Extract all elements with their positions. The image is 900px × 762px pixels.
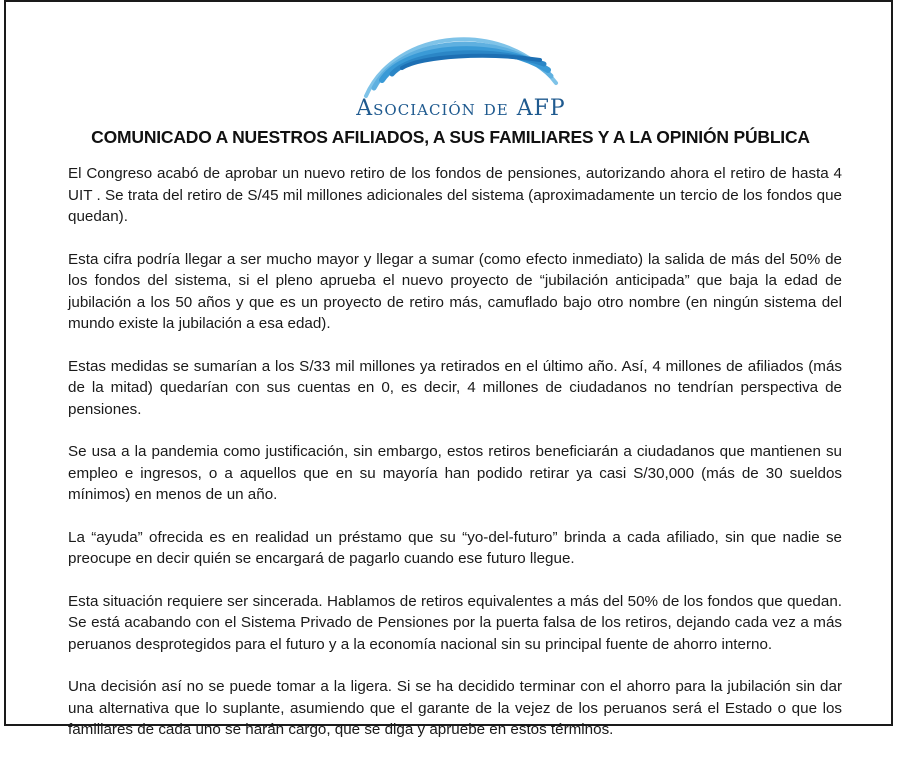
arc-logo-icon [356, 8, 566, 103]
paragraph: Estas medidas se sumarían a los S/33 mil millones ya retirados en el último año. Así, 4 millones de afiliados (más de la mitad) quedarían con sus cuentas en 0, es decir, 4 millones de ciudadanos no tendrían perspectiva de pensiones. [68, 357, 842, 418]
paragraph: La “ayuda” ofrecida es en realidad un préstamo que su “yo-del-futuro” brinda a cada afiliado, sin que nadie se preocupe en decir quién se encargará de pagarlo cuando ese futuro llegue. [68, 528, 842, 567]
asociacion-afp-logo [356, 8, 566, 126]
paragraph: Esta cifra podría llegar a ser mucho mayor y llegar a sumar (como efecto inmediato) la salida de más del 50% de los fondos del sistema, si el pleno aprueba el nuevo proyecto de “jubilación anticipada” que baja la edad de jubilación a los 50 años y que es un proyecto de retiro más, camuflado bajo otro nombre (en ningún sistema del mundo existe la jubilación a esa edad). [68, 250, 842, 332]
communique-body [68, 163, 842, 762]
page-title: COMUNICADO A NUESTROS AFILIADOS, A SUS FAMILIARES Y A LA OPINIÓN PÚBLICA [91, 127, 810, 147]
document-frame [4, 0, 893, 738]
logo-name: Asociación de AFP [356, 96, 566, 121]
paragraph: Esta situación requiere ser sincerada. Hablamos de retiros equivalentes a más del 50% de los fondos que quedan. Se está acabando con el Sistema Privado de Pensiones por la puerta falsa de los retiros, dejando cada vez a más peruanos desprotegidos para el futuro y a la economía nacional sin su principal fuente de ahorro interno. [68, 592, 842, 653]
paragraph: Una decisión así no se puede tomar a la ligera. Si se ha decidido terminar con el ahorro para la jubilación sin dar una alternativa que lo suplante, asumiendo que el garante de la vejez de los peruanos será el Estado o que los familiares de cada uno se harán cargo, que se diga y apruebe en estos términos. [68, 678, 842, 738]
paragraph: Se usa a la pandemia como justificación, sin embargo, estos retiros beneficiarán a ciudadanos que mantienen su empleo e ingresos, o a aquellos que en su mayoría han podido retirar ya casi S/30,000 (más de 30 sueldos mínimos) en menos de un año. [68, 443, 842, 503]
paragraph: El Congreso acabó de aprobar un nuevo retiro de los fondos de pensiones, autorizando ahora el retiro de hasta 4 UIT . Se trata del retiro de S/45 mil millones adicionales del sistema (aproximadamente un tercio de los fondos que quedan). [68, 165, 842, 225]
